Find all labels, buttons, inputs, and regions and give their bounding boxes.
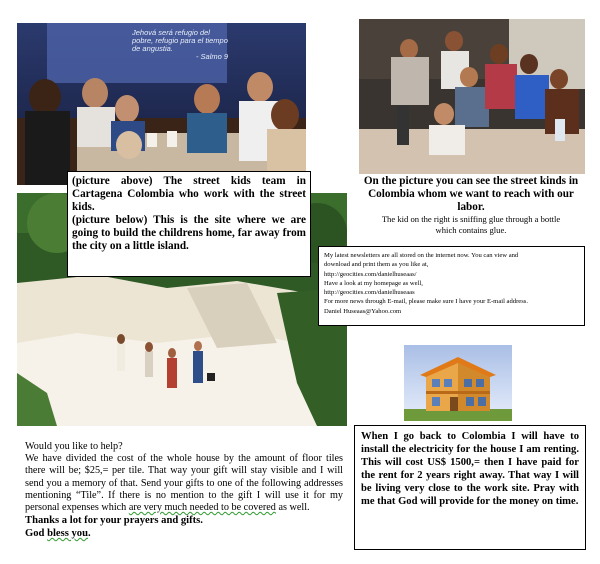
help-section xyxy=(25,441,343,540)
photo-street-kids xyxy=(359,19,585,174)
caption-street-kids xyxy=(360,175,582,236)
caption-street-kids-headline: On the picture you can see the street kinds in Colombia whom we want to reach with our labor. xyxy=(363,175,579,213)
thanks-line: Thanks a lot for your prayers and gifts. xyxy=(25,515,203,527)
caption-street-kids-detail: The kid on the right is sniffing glue through a bottle which contains glue. xyxy=(381,214,561,235)
photo-wall-verse xyxy=(132,29,292,61)
caption-picture-below: (picture below) This is the site where we are going to build the childrens home, far away from the city on a little island. xyxy=(72,214,306,252)
help-body-text-end: as well. xyxy=(275,502,310,514)
house-illustration xyxy=(404,345,512,421)
blessing-suffix: . xyxy=(88,528,91,540)
verse-line: de angustia. xyxy=(132,44,173,53)
verse-line: - Salmo 9 xyxy=(195,52,229,61)
verse-line: Jehová será refugio del xyxy=(132,28,210,37)
newsletter-line: For more news through E-mail, please make sure I have your E-mail address. xyxy=(324,298,528,306)
help-body-text: We have divided the cost of the whole house by the amount of floor tiles there will be; $25,= per tile. That way your gift will stay visible and I will send you a memory of that. Send your gifts to one of the following addresses mentioning “Tile”. If there is no mention to the gift I will use it for my personal expenses which xyxy=(25,453,343,514)
photo-street-kids-team xyxy=(17,23,306,185)
house-icon xyxy=(404,345,512,421)
email-address[interactable]: Daniel Huseaas@Yahoo.com xyxy=(324,307,402,315)
blessing-line xyxy=(25,527,343,540)
help-body xyxy=(25,453,343,514)
blessing-prefix: God xyxy=(25,528,48,540)
street-kids-photo-illustration xyxy=(359,19,585,174)
newsletter-info-box xyxy=(318,246,585,326)
help-question: Would you like to help? xyxy=(25,441,123,452)
homepage-link[interactable]: http://geocities.com/danielhuseaas xyxy=(324,289,415,297)
newsletter-line: My latest newsletters are all stored on the internet now. You can view and xyxy=(324,252,519,259)
blessing-word: bless you xyxy=(47,528,88,540)
newsletter-line: download and print them as you like at, xyxy=(324,261,429,269)
caption-box-team-and-site xyxy=(67,171,311,277)
electricity-box xyxy=(354,425,586,550)
electricity-text: When I go back to Colombia I will have to install the electricity for the house I am renting. This will cost US$ 1500,= then I have paid for the rent for 2 years right away. That way I will be living very close to the work site. Pray with me that God will provide for the money on time. xyxy=(361,431,579,507)
verse-line: pobre, refugio para el tiempo xyxy=(132,36,228,45)
help-body-underlined: are very much needed to be covered xyxy=(128,502,276,514)
newsletter-line: Have a look at my homepage as well, xyxy=(324,279,423,287)
caption-picture-above: (picture above) The street kids team in Cartagena Colombia who work with the street kids. xyxy=(72,175,306,213)
newsletter-link[interactable]: http://geocities.com/danielhuseaas/ xyxy=(324,270,417,278)
